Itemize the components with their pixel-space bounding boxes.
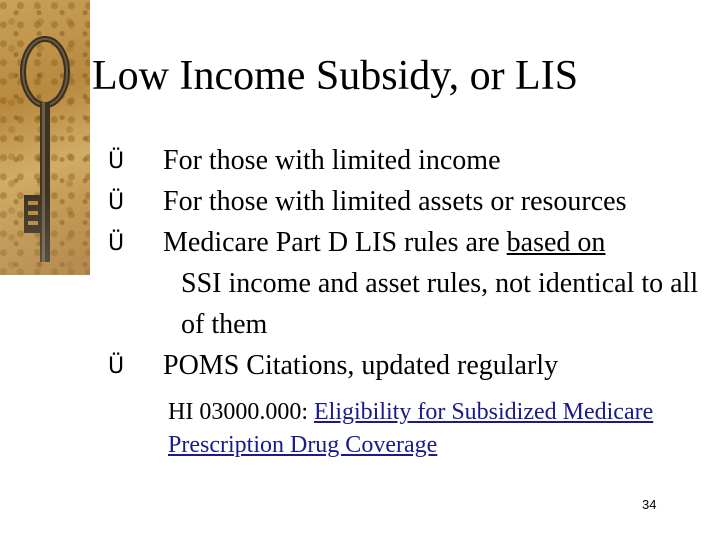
page-number: 34 <box>642 497 657 512</box>
bullet-item <box>108 222 708 345</box>
slide-title: Low Income Subsidy, or LIS <box>92 53 579 99</box>
bullet-text-continuation: SSI income and asset rules, not identical to all of them <box>181 268 699 340</box>
bullet-item <box>108 181 708 222</box>
citation-link[interactable]: Eligibility for Subsidized Medicare Prescription Drug Coverage <box>168 399 654 458</box>
bullet-text: POMS Citations, updated regularly <box>163 350 559 381</box>
bullet-text: For those with limited assets or resources <box>163 186 627 217</box>
bullet-text: Medicare Part D LIS rules are <box>163 227 507 258</box>
bullet-item <box>108 345 708 386</box>
arrow-bullet-icon: Ü <box>108 190 125 215</box>
bullet-list <box>108 140 708 386</box>
bullet-text: For those with limited income <box>163 145 501 176</box>
citation <box>168 396 708 462</box>
arrow-bullet-icon: Ü <box>108 231 125 256</box>
citation-code: HI 03000.000: <box>168 399 314 425</box>
arrow-bullet-icon: Ü <box>108 354 125 379</box>
bullet-text-underlined: based on <box>506 227 606 258</box>
bullet-item <box>108 140 708 181</box>
arrow-bullet-icon: Ü <box>108 149 125 174</box>
decorative-texture-panel <box>0 0 90 275</box>
